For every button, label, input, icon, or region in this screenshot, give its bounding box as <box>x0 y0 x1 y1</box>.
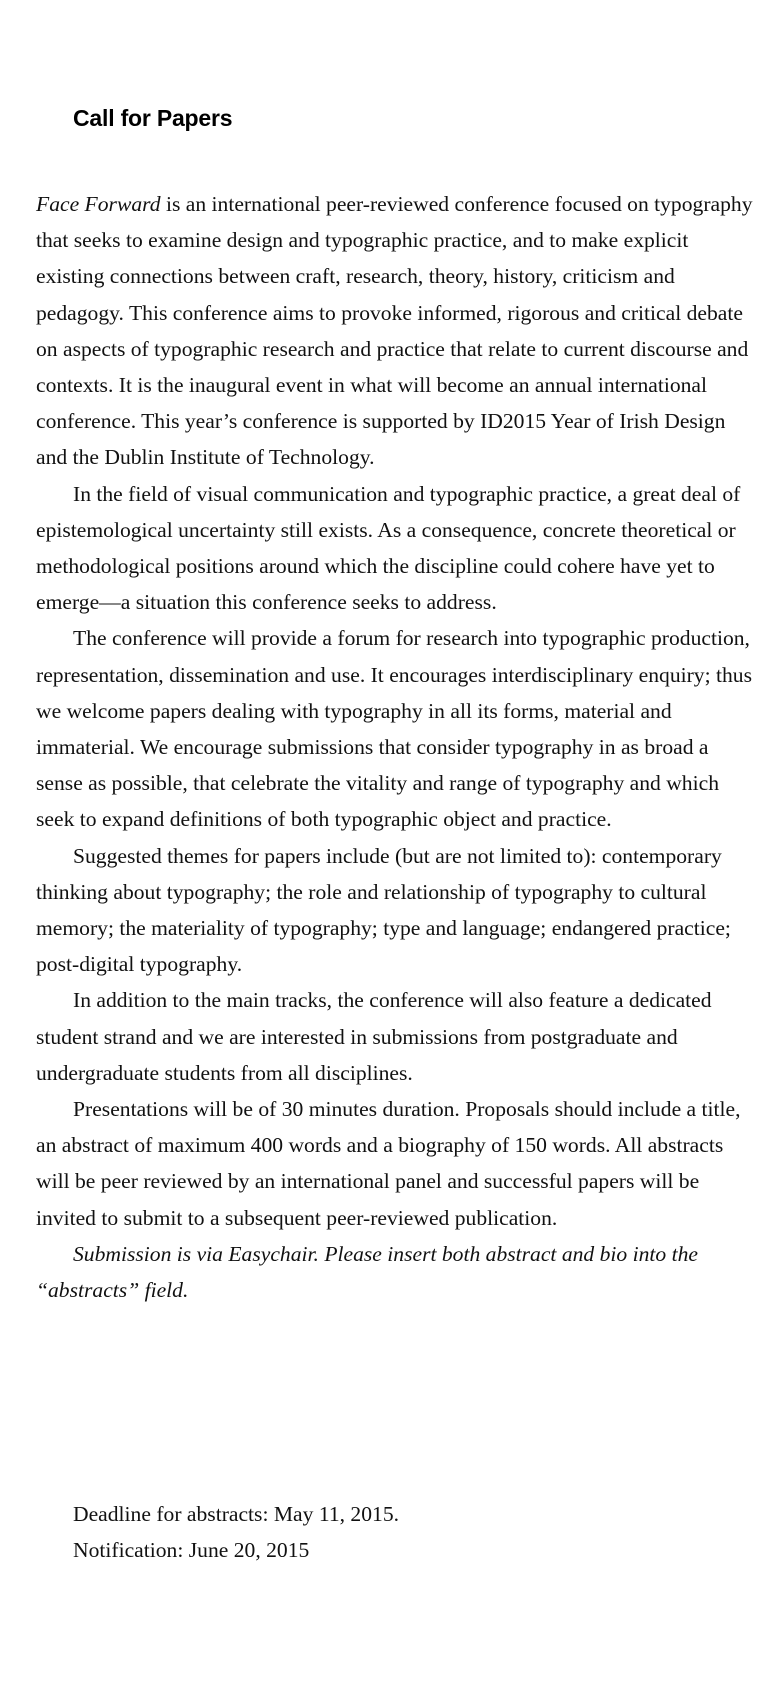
call-body <box>36 186 758 1308</box>
submission-note: Submission is via Easychair. Please insert both abstract and bio into the “abstracts” field. <box>36 1241 698 1303</box>
deadline-date: Deadline for abstracts: May 11, 2015. <box>73 1502 400 1526</box>
paragraph-themes: Suggested themes for papers include (but are not limited to): contemporary thinking about typography; the role and relationship of typography to cultural memory; the materiality of typography; type and language; endangered practice; post-digital typography. <box>36 843 731 977</box>
paragraph-forum: The conference will provide a forum for research into typographic production, representation, dissemination and use. It encourages interdisciplinary enquiry; thus we welcome papers dealing with typography in all its forms, material and immaterial. We encourage submissions that consider typography in as broad a sense as possible, that celebrate the vitality and range of typography and which seek to expand definitions of both typographic object and practice. <box>36 626 752 832</box>
intro-text: is an international peer-reviewed conference focused on typography that seeks to examine design and typographic practice, and to make explicit existing connections between craft, research, theory, history, criticism and pedagogy. This conference aims to provoke informed, rigorous and critical debate on aspects of typographic research and practice that relate to current discourse and contexts. It is the inaugural event in what will become an annual international conference. This year’s conference is supported by ID2015 Year of Irish Design and the Dublin Institute of Technology. <box>36 192 753 470</box>
paragraph-epistemology: In the field of visual communication and typographic practice, a great deal of epistemological uncertainty still exists. As a consequence, concrete theoretical or methodological positions around which the discipline could cohere have yet to emerge—a situation this conference seeks to address. <box>36 481 741 615</box>
page-title: Call for Papers <box>73 105 233 131</box>
paragraph-student-strand: In addition to the main tracks, the conference will also feature a dedicated student strand and we are interested in submissions from postgraduate and undergraduate students from all disciplines. <box>36 988 712 1085</box>
notification-date: Notification: June 20, 2015 <box>73 1538 310 1563</box>
paragraph-presentations: Presentations will be of 30 minutes duration. Proposals should include a title, an abstract of maximum 400 words and a biography of 150 words. All abstracts will be peer reviewed by an international panel and successful papers will be invited to submit to a subsequent peer-reviewed publication. <box>36 1097 741 1230</box>
important-dates <box>73 1496 399 1568</box>
intro-paragraph <box>36 186 758 476</box>
conference-name: Face Forward <box>36 192 161 216</box>
